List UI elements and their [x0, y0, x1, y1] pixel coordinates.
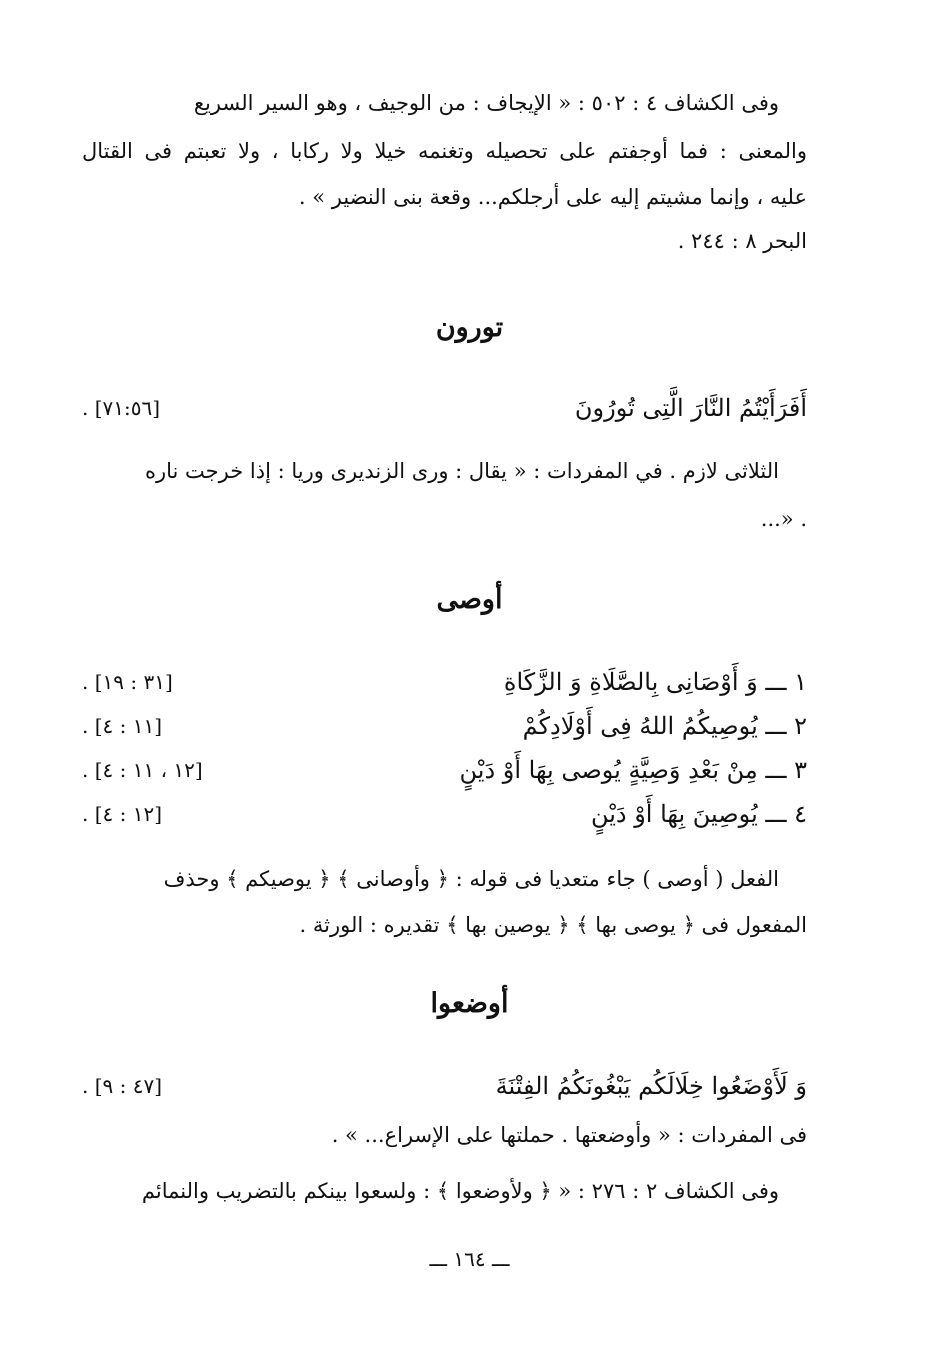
verse-row: [82, 796, 807, 832]
verse-reference: . [٧١:٥٦]: [82, 396, 161, 420]
intro-line-1: وفى الكشاف ٤ : ٥٠٢ : « الإيجاف : من الوجيف ، وهو السير السريع: [193, 91, 779, 115]
verse-row: [82, 708, 807, 744]
intro-line-4: البحر ٨ : ٢٤٤ .: [677, 229, 807, 253]
verse-reference: . [٣١ : ١٩]: [82, 670, 173, 694]
section-title-awdau: أوضعوا: [430, 988, 509, 1019]
verse-row: [82, 390, 807, 426]
turun-note-line-2: . «...: [760, 507, 807, 531]
awsa-note-line-2: المفعول فى ﴿ يوصى بها ﴾ ﴿ يوصين بها ﴾ تقديره : الورثة .: [299, 913, 807, 937]
intro-line-2: والمعنى : فما أوجفتم على تحصيله وتغنمه خيلا ولا ركابا ، ولا تعبتم فى القتال: [82, 139, 807, 163]
verse-text: أَفَرَأَيْتُمُ النَّارَ الَّتِى تُورُونَ: [574, 394, 807, 422]
verse-text: ٢ ـــ يُوصِيكُمُ اللهُ فِى أَوْلَادِكُمْ: [522, 712, 807, 740]
verse-text: ٣ ـــ مِنْ بَعْدِ وَصِيَّةٍ يُوصى بِهَا أَوْ دَيْنٍ: [459, 756, 807, 784]
verse-row: [82, 752, 807, 788]
verse-text: وَ لَأَوْضَعُوا خِلَالَكُم يَبْغُونَكُمُ الفِتْنَةَ: [495, 1072, 807, 1100]
verse-row: [82, 664, 807, 700]
section-title-turun: تورون: [435, 312, 504, 343]
section-title-awsa: أوصى: [436, 584, 503, 615]
awdau-note-line-2: وفى الكشاف ٢ : ٢٧٦ : « ﴿ ولأوضعوا ﴾ : ولسعوا بينكم بالتضريب والنمائم: [141, 1179, 779, 1203]
verse-reference: . [١٢ ، ١١ : ٤]: [82, 758, 203, 782]
awdau-note-line-1: فى المفردات : « وأوضعتها . حملتها على الإسراع... » .: [331, 1123, 807, 1147]
turun-note-line-1: الثلاثى لازم . في المفردات : « يقال : ورى الزنديرى وريا : إذا خرجت ناره: [144, 459, 779, 483]
verse-reference: . [٤٧ : ٩]: [82, 1074, 163, 1098]
page-number: ـــ ١٦٤ ـــ: [429, 1247, 510, 1271]
verse-reference: . [١٢ : ٤]: [82, 802, 163, 826]
awsa-note-line-1: الفعل ( أوصى ) جاء متعديا فى قوله : ﴿ وأوصانى ﴾ ﴿ يوصيكم ﴾ وحذف: [163, 867, 779, 891]
verse-reference: . [١١ : ٤]: [82, 714, 163, 738]
intro-line-3: عليه ، وإنما مشيتم إليه على أرجلكم... وقعة بنى النضير » .: [298, 185, 807, 209]
verse-text: ٤ ـــ يُوصِينَ بِهَا أَوْ دَيْنٍ: [590, 800, 807, 828]
verse-row: [82, 1068, 807, 1104]
verse-text: ١ ـــ وَ أَوْصَانِى بِالصَّلَاةِ وَ الزَّكَاةِ: [503, 668, 807, 696]
